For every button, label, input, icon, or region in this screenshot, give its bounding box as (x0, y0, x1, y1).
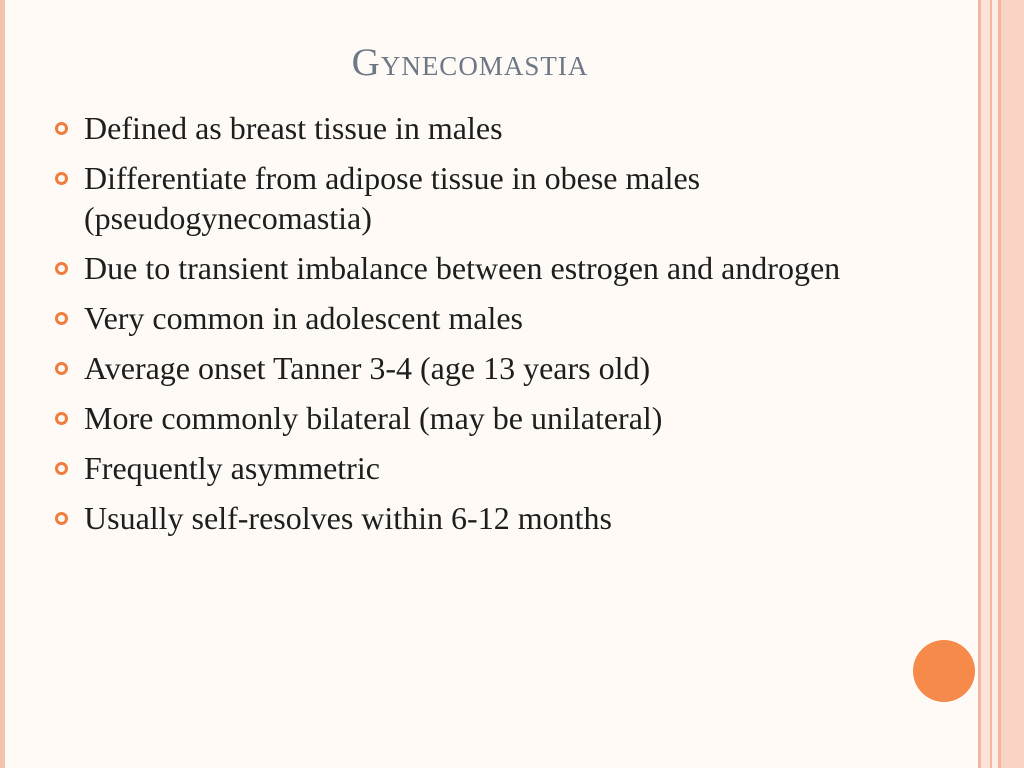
right-border-stripe (1001, 0, 1024, 768)
bullet-circle-icon (55, 262, 68, 275)
left-border-decoration (0, 0, 5, 768)
bullet-item (50, 248, 930, 288)
bullet-text: Differentiate from adipose tissue in obese males (pseudogynecomastia) (84, 160, 701, 236)
bullet-text: Due to transient imbalance between estrogen and androgen (84, 250, 841, 286)
bullet-list (50, 108, 930, 548)
bullet-circle-icon (55, 122, 68, 135)
slide-title: Gynecomastia (351, 41, 589, 84)
decorative-orange-circle (913, 640, 975, 702)
bullet-item (50, 158, 930, 238)
bullet-text: Frequently asymmetric (84, 450, 380, 486)
bullet-circle-icon (55, 512, 68, 525)
bullet-text: More commonly bilateral (may be unilateral) (84, 400, 663, 436)
right-border-stripe (981, 0, 990, 768)
bullet-text: Average onset Tanner 3-4 (age 13 years old) (84, 350, 651, 386)
bullet-text: Very common in adolescent males (84, 300, 523, 336)
bullet-item (50, 298, 930, 338)
bullet-item (50, 448, 930, 488)
bullet-circle-icon (55, 412, 68, 425)
bullet-item (50, 348, 930, 388)
bullet-text: Defined as breast tissue in males (84, 110, 503, 146)
bullet-item (50, 108, 930, 148)
bullet-circle-icon (55, 462, 68, 475)
bullet-text: Usually self-resolves within 6-12 months (84, 500, 612, 536)
bullet-circle-icon (55, 312, 68, 325)
bullet-item (50, 398, 930, 438)
bullet-item (50, 498, 930, 538)
bullet-circle-icon (55, 362, 68, 375)
bullet-circle-icon (55, 172, 68, 185)
